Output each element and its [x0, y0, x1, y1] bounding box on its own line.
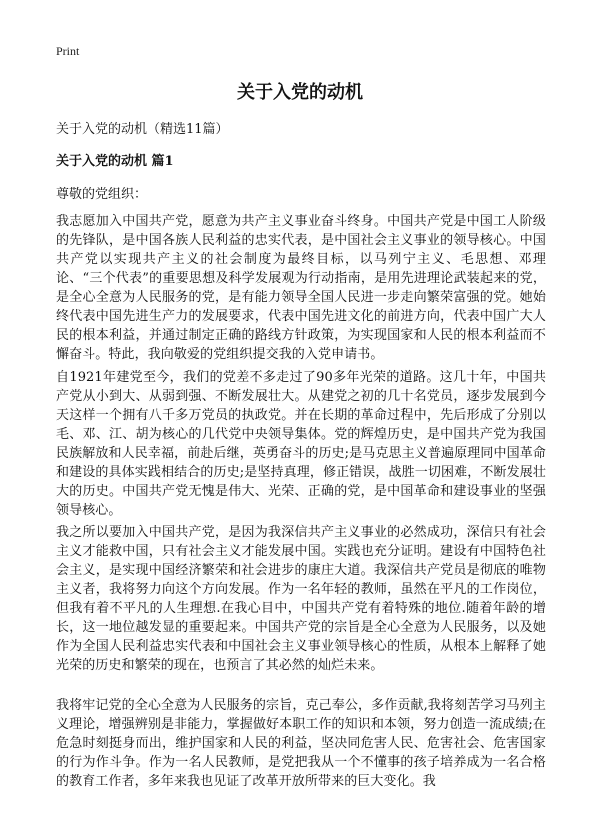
- page-title: 关于入党的动机: [237, 82, 363, 103]
- body-paragraph: 我之所以要加入中国共产党，是因为我深信共产主义事业的必然成功，深信只有社会主义才能救中国，只有社会主义才能发展中国。实践也充分证明。建设有中国特色社会主义，是实现中国经济繁荣和社会进步的康庄大道。我深信共产党员是彻底的唯物主义者，我将努力向这个方向发展。作为一名年轻的教师，虽然在平凡的工作岗位，但我有着不平凡的人生理想.在我心目中，中国共产党有着特殊的地位.随着年龄的增长，这一地位越发显的重要起来。中国共产党的宗旨是全心全意为人民服务，以及她作为全国人民利益忠实代表和中国社会主义事业领导核心的性质，从根本上解释了她光荣的历史和繁荣的现在，也预言了其必然的灿烂未来。: [56, 525, 546, 673]
- body-paragraph: 我志愿加入中国共产党，愿意为共产主义事业奋斗终身。中国共产党是中国工人阶级的先锋队，是中国各族人民利益的忠实代表，是中国社会主义事业的领导核心。中国共产党以实现共产主义的社会制度为最终目标，以马列宁主义、毛思想、邓理论、“三个代表”的重要思想及科学发展观为行动指南，是用先进理论武装起来的党，是全心全意为人民服务的党，是有能力领导全国人民进一步走向繁荣富强的党。她始终代表中国先进生产力的发展要求，代表中国先进文化的前进方向，代表中国广大人民的根本利益，并通过制定正确的路线方针政策，为实现国家和人民的根本利益而不懈奋斗。特此，我向敬爱的党组织提交我的入党申请书。: [56, 214, 546, 362]
- salutation: 尊敬的党组织：: [56, 187, 148, 202]
- body-paragraph: 我将牢记党的全心全意为人民服务的宗旨，克己奉公，多作贡献,我将刻苦学习马列主义理论，增强辨别是非能力，掌握做好本职工作的知识和本领，努力创造一流成绩;在危急时刻挺身而出，维护国家和人民的利益，坚决同危害人民、危害社会、危害国家的行为作斗争。作为一名人民教师，是党把我从一个不懂事的孩子培养成为一名合格的教育工作者，多年来我也见证了改革开放所带来的巨大变化。我: [56, 698, 546, 789]
- document-subtitle: 关于入党的动机（精选11篇）: [56, 122, 229, 137]
- body-paragraph: 自1921年建党至今，我们的党差不多走过了90多年光荣的道路。这几十年，中国共产党从小到大、从弱到强、不断发展壮大。从建党之初的几十名党员，逐步发展到今天这样一个拥有八千多万党员的执政党。并在长期的革命过程中，先后形成了分别以毛、邓、江、胡为核心的几代党中央领导集体。党的辉煌历史，是中国共产党为我国民族解放和人民幸福，前赴后继，英勇奋斗的历史;是马克思主义普遍原理同中国革命和建设的具体实践相结合的历史;是坚持真理，修正错误，战胜一切困难，不断发展壮大的历史。中国共产党无愧是伟大、光荣、正确的党，是中国革命和建设事业的坚强领导核心。: [56, 370, 546, 518]
- print-link[interactable]: Print: [56, 44, 80, 58]
- section-heading: 关于入党的动机 篇1: [56, 154, 174, 169]
